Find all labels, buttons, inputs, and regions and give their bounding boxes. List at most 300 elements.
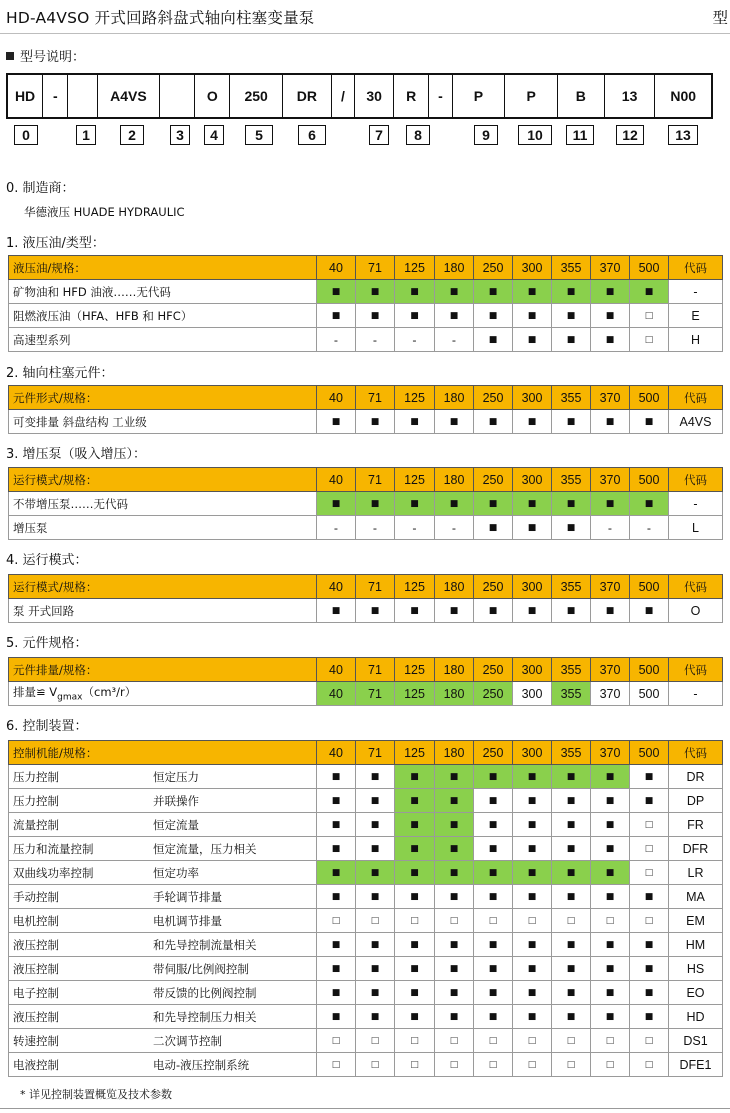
- row-label: 排量≌ $V_{gmax}(cm^3/r)$: [9, 682, 317, 706]
- availability-cell: ■: [552, 933, 591, 957]
- position-number-box: 5: [245, 125, 273, 145]
- model-code-cell: 13: [605, 75, 656, 117]
- availability-cell: □: [474, 1029, 513, 1053]
- code-cell: DFR: [669, 837, 723, 861]
- availability-cell: ■: [552, 410, 591, 434]
- availability-cell: □: [630, 837, 669, 861]
- size-header: 180: [435, 256, 474, 280]
- header-label: 运行模式/规格：: [9, 575, 317, 599]
- table-row: [9, 280, 723, 304]
- size-header: 355: [552, 386, 591, 410]
- code-cell: MA: [669, 885, 723, 909]
- availability-cell: □: [630, 813, 669, 837]
- availability-cell: ■: [356, 981, 395, 1005]
- table-row: [9, 304, 723, 328]
- availability-cell: ■: [395, 957, 435, 981]
- availability-cell: ■: [356, 410, 395, 434]
- availability-cell: ■: [591, 599, 630, 623]
- position-number-box: 3: [170, 125, 190, 145]
- availability-cell: 40: [317, 682, 356, 706]
- size-header: 250: [474, 468, 513, 492]
- code-header: 代码: [669, 256, 723, 280]
- availability-cell: ■: [552, 328, 591, 352]
- availability-cell: ■: [435, 957, 474, 981]
- availability-cell: ■: [317, 765, 356, 789]
- availability-cell: ■: [630, 933, 669, 957]
- availability-cell: ■: [474, 933, 513, 957]
- availability-cell: ■: [552, 885, 591, 909]
- availability-cell: ■: [395, 1005, 435, 1029]
- code-cell: A4VS: [669, 410, 723, 434]
- availability-cell: ■: [552, 861, 591, 885]
- availability-cell: □: [513, 909, 552, 933]
- availability-cell: ■: [513, 280, 552, 304]
- footnote: * 详见控制装置概览及技术参数: [20, 1088, 172, 1101]
- size-header: 40: [317, 256, 356, 280]
- availability-cell: ■: [435, 492, 474, 516]
- row-label: 液压控制 和先导控制流量相关: [9, 933, 317, 957]
- table-row: [9, 599, 723, 623]
- availability-cell: □: [317, 1053, 356, 1077]
- position-number-box: 2: [120, 125, 144, 145]
- size-header: 250: [474, 386, 513, 410]
- availability-cell: □: [552, 909, 591, 933]
- availability-cell: ■: [395, 837, 435, 861]
- availability-cell: 71: [356, 682, 395, 706]
- table-row: [9, 1029, 723, 1053]
- position-number-box: 12: [616, 125, 644, 145]
- availability-cell: ■: [513, 1005, 552, 1029]
- row-label: 电机控制 电机调节排量: [9, 909, 317, 933]
- availability-cell: □: [630, 328, 669, 352]
- availability-cell: ■: [356, 837, 395, 861]
- code-cell: EM: [669, 909, 723, 933]
- availability-cell: ■: [317, 861, 356, 885]
- section-title: 5. 元件规格：: [6, 636, 88, 651]
- table-row: [9, 328, 723, 352]
- section-title: 6. 控制装置：: [6, 719, 88, 734]
- code-cell: HM: [669, 933, 723, 957]
- size-header: 40: [317, 575, 356, 599]
- availability-cell: ■: [474, 861, 513, 885]
- availability-cell: 250: [474, 682, 513, 706]
- availability-cell: □: [474, 1053, 513, 1077]
- availability-cell: □: [591, 909, 630, 933]
- row-label: 压力控制 并联操作: [9, 789, 317, 813]
- availability-cell: -: [356, 328, 395, 352]
- availability-cell: ■: [591, 837, 630, 861]
- availability-cell: ■: [630, 410, 669, 434]
- availability-cell: ■: [552, 837, 591, 861]
- availability-cell: ■: [395, 813, 435, 837]
- availability-cell: -: [395, 328, 435, 352]
- section-title: 3. 增压泵（吸入增压）：: [6, 447, 147, 462]
- availability-cell: ■: [630, 1005, 669, 1029]
- availability-cell: □: [630, 861, 669, 885]
- availability-cell: ■: [356, 1005, 395, 1029]
- availability-cell: ■: [513, 599, 552, 623]
- availability-cell: ■: [317, 492, 356, 516]
- availability-cell: ■: [513, 837, 552, 861]
- availability-cell: ■: [317, 789, 356, 813]
- availability-cell: ■: [435, 765, 474, 789]
- size-header: 125: [395, 575, 435, 599]
- availability-cell: ■: [591, 957, 630, 981]
- code-cell: DR: [669, 765, 723, 789]
- size-header: 355: [552, 575, 591, 599]
- availability-cell: ■: [552, 765, 591, 789]
- availability-cell: ■: [356, 861, 395, 885]
- model-code-cell: O: [195, 75, 230, 117]
- code-header: 代码: [669, 741, 723, 765]
- size-header: 500: [630, 468, 669, 492]
- availability-cell: ■: [395, 492, 435, 516]
- size-header: 180: [435, 468, 474, 492]
- size-header: 180: [435, 575, 474, 599]
- position-number-box: 8: [406, 125, 430, 145]
- availability-cell: -: [395, 516, 435, 540]
- availability-cell: ■: [356, 304, 395, 328]
- title-divider: [0, 33, 730, 34]
- section-title: 2. 轴向柱塞元件：: [6, 366, 114, 381]
- availability-cell: ■: [395, 410, 435, 434]
- code-cell: E: [669, 304, 723, 328]
- size-header: 300: [513, 256, 552, 280]
- availability-cell: 500: [630, 682, 669, 706]
- availability-cell: -: [317, 516, 356, 540]
- row-label: 压力和流量控制 恒定流量，压力相关: [9, 837, 317, 861]
- code-cell: L: [669, 516, 723, 540]
- manufacturer-name: 华德液压 HUADE HYDRAULIC: [24, 205, 185, 219]
- availability-cell: ■: [552, 516, 591, 540]
- code-header: 代码: [669, 575, 723, 599]
- availability-cell: ■: [513, 861, 552, 885]
- spec-table: [8, 657, 723, 706]
- availability-cell: ■: [356, 599, 395, 623]
- size-header: 180: [435, 741, 474, 765]
- model-code-cell: 250: [230, 75, 283, 117]
- availability-cell: ■: [395, 789, 435, 813]
- row-label: 矿物油和 HFD 油液……无代码: [9, 280, 317, 304]
- header-label: 元件形式/规格：: [9, 386, 317, 410]
- availability-cell: ■: [552, 1005, 591, 1029]
- table-header-row: [9, 468, 723, 492]
- bottom-divider: [0, 1108, 730, 1109]
- availability-cell: ■: [317, 599, 356, 623]
- position-number-box: 13: [668, 125, 698, 145]
- availability-cell: ■: [552, 599, 591, 623]
- availability-cell: □: [630, 304, 669, 328]
- availability-cell: ■: [474, 280, 513, 304]
- table-row: [9, 789, 723, 813]
- size-header: 180: [435, 386, 474, 410]
- availability-cell: ■: [474, 1005, 513, 1029]
- table-row: [9, 516, 723, 540]
- table-header-row: [9, 575, 723, 599]
- row-label: 高速型系列: [9, 328, 317, 352]
- table-row: [9, 765, 723, 789]
- availability-cell: ■: [474, 957, 513, 981]
- size-header: 250: [474, 741, 513, 765]
- model-code-cell: /: [332, 75, 355, 117]
- availability-cell: ■: [591, 861, 630, 885]
- table-row: [9, 957, 723, 981]
- availability-cell: ■: [317, 1005, 356, 1029]
- model-code-cell: P: [453, 75, 506, 117]
- availability-cell: □: [356, 1029, 395, 1053]
- size-header: 500: [630, 658, 669, 682]
- availability-cell: ■: [513, 789, 552, 813]
- row-label: 液压控制 和先导控制压力相关: [9, 1005, 317, 1029]
- availability-cell: □: [435, 909, 474, 933]
- size-header: 300: [513, 575, 552, 599]
- position-number-box: 9: [474, 125, 498, 145]
- availability-cell: ■: [591, 410, 630, 434]
- availability-cell: ■: [591, 885, 630, 909]
- row-label: 增压泵: [9, 516, 317, 540]
- model-code-cell: DR: [283, 75, 332, 117]
- availability-cell: ■: [395, 861, 435, 885]
- table-row: [9, 492, 723, 516]
- position-number-box: 4: [204, 125, 224, 145]
- table-header-row: [9, 256, 723, 280]
- availability-cell: ■: [435, 861, 474, 885]
- header-label: 元件排量/规格：: [9, 658, 317, 682]
- size-header: 300: [513, 741, 552, 765]
- table-row: [9, 410, 723, 434]
- availability-cell: ■: [317, 981, 356, 1005]
- availability-cell: ■: [395, 280, 435, 304]
- availability-cell: ■: [591, 789, 630, 813]
- availability-cell: □: [395, 1029, 435, 1053]
- size-header: 40: [317, 741, 356, 765]
- code-header: 代码: [669, 658, 723, 682]
- availability-cell: -: [435, 516, 474, 540]
- size-header: 250: [474, 658, 513, 682]
- size-header: 370: [591, 741, 630, 765]
- position-number-box: 7: [369, 125, 389, 145]
- row-label: 电子控制 带反馈的比例阀控制: [9, 981, 317, 1005]
- availability-cell: ■: [317, 885, 356, 909]
- availability-cell: ■: [474, 304, 513, 328]
- availability-cell: ■: [513, 933, 552, 957]
- position-number-box: 10: [518, 125, 552, 145]
- model-code-cell: -: [429, 75, 452, 117]
- size-header: 125: [395, 386, 435, 410]
- size-header: 71: [356, 386, 395, 410]
- size-header: 355: [552, 468, 591, 492]
- size-header: 40: [317, 658, 356, 682]
- availability-cell: ■: [513, 981, 552, 1005]
- availability-cell: ■: [552, 280, 591, 304]
- availability-cell: ■: [317, 280, 356, 304]
- size-header: 500: [630, 256, 669, 280]
- availability-cell: □: [552, 1029, 591, 1053]
- availability-cell: ■: [474, 492, 513, 516]
- availability-cell: 125: [395, 682, 435, 706]
- position-number-box: 6: [298, 125, 326, 145]
- position-number-box: 11: [566, 125, 594, 145]
- availability-cell: ■: [317, 837, 356, 861]
- row-label: 阻燃液压油（HFA、HFB 和 HFC）: [9, 304, 317, 328]
- size-header: 300: [513, 658, 552, 682]
- availability-cell: ■: [630, 492, 669, 516]
- availability-cell: -: [317, 328, 356, 352]
- availability-cell: ■: [474, 765, 513, 789]
- model-code-cell: -: [43, 75, 68, 117]
- code-cell: HS: [669, 957, 723, 981]
- availability-cell: ■: [513, 885, 552, 909]
- availability-cell: ■: [435, 813, 474, 837]
- availability-cell: -: [630, 516, 669, 540]
- availability-cell: -: [591, 516, 630, 540]
- table-row: [9, 682, 723, 706]
- availability-cell: ■: [513, 516, 552, 540]
- availability-cell: ■: [395, 765, 435, 789]
- availability-cell: ■: [356, 957, 395, 981]
- table-row: [9, 933, 723, 957]
- section-title: 1. 液压油/类型：: [6, 236, 105, 251]
- code-cell: HD: [669, 1005, 723, 1029]
- availability-cell: ■: [630, 280, 669, 304]
- size-header: 180: [435, 658, 474, 682]
- table-header-row: [9, 741, 723, 765]
- code-cell: -: [669, 492, 723, 516]
- availability-cell: ■: [474, 328, 513, 352]
- availability-cell: ■: [395, 933, 435, 957]
- availability-cell: □: [513, 1029, 552, 1053]
- code-cell: DS1: [669, 1029, 723, 1053]
- availability-cell: □: [552, 1053, 591, 1077]
- availability-cell: ■: [356, 765, 395, 789]
- row-label: 电液控制 电动-液压控制系统: [9, 1053, 317, 1077]
- availability-cell: ■: [474, 981, 513, 1005]
- availability-cell: ■: [513, 304, 552, 328]
- code-cell: DP: [669, 789, 723, 813]
- availability-cell: ■: [591, 933, 630, 957]
- code-cell: DFE1: [669, 1053, 723, 1077]
- availability-cell: ■: [435, 933, 474, 957]
- availability-cell: ■: [591, 765, 630, 789]
- availability-cell: ■: [630, 981, 669, 1005]
- header-label: 液压油/规格：: [9, 256, 317, 280]
- size-header: 71: [356, 468, 395, 492]
- table-header-row: [9, 658, 723, 682]
- spec-table: [8, 385, 723, 434]
- availability-cell: ■: [591, 492, 630, 516]
- size-header: 370: [591, 658, 630, 682]
- row-label: 手动控制 手轮调节排量: [9, 885, 317, 909]
- availability-cell: ■: [591, 304, 630, 328]
- corner-text: 型: [712, 9, 728, 27]
- availability-cell: ■: [435, 280, 474, 304]
- availability-cell: □: [630, 1029, 669, 1053]
- availability-cell: ■: [356, 813, 395, 837]
- availability-cell: ■: [552, 789, 591, 813]
- section-title: 4. 运行模式：: [6, 553, 88, 568]
- availability-cell: ■: [474, 789, 513, 813]
- availability-cell: ■: [474, 837, 513, 861]
- size-header: 500: [630, 386, 669, 410]
- availability-cell: ■: [591, 1005, 630, 1029]
- availability-cell: □: [630, 1053, 669, 1077]
- size-header: 370: [591, 468, 630, 492]
- code-cell: O: [669, 599, 723, 623]
- size-header: 71: [356, 256, 395, 280]
- availability-cell: ■: [356, 885, 395, 909]
- availability-cell: ■: [356, 492, 395, 516]
- section-0-title: 0. 制造商：: [6, 181, 75, 196]
- row-label: 双曲线功率控制 恒定功率: [9, 861, 317, 885]
- size-header: 125: [395, 741, 435, 765]
- table-row: [9, 1053, 723, 1077]
- model-code-cell: HD: [8, 75, 43, 117]
- availability-cell: ■: [317, 304, 356, 328]
- code-header: 代码: [669, 468, 723, 492]
- availability-cell: ■: [474, 516, 513, 540]
- availability-cell: ■: [513, 957, 552, 981]
- availability-cell: ■: [474, 410, 513, 434]
- row-label: 压力控制 恒定压力: [9, 765, 317, 789]
- availability-cell: ■: [591, 328, 630, 352]
- availability-cell: □: [356, 1053, 395, 1077]
- availability-cell: 300: [513, 682, 552, 706]
- availability-cell: ■: [552, 981, 591, 1005]
- model-code-cell: [68, 75, 97, 117]
- size-header: 71: [356, 575, 395, 599]
- availability-cell: ■: [474, 599, 513, 623]
- availability-cell: □: [435, 1029, 474, 1053]
- spec-table: [8, 740, 723, 1077]
- size-header: 300: [513, 386, 552, 410]
- model-code-cell: A4VS: [98, 75, 160, 117]
- availability-cell: ■: [630, 885, 669, 909]
- availability-cell: ■: [356, 933, 395, 957]
- availability-cell: ■: [435, 789, 474, 813]
- size-header: 250: [474, 256, 513, 280]
- availability-cell: ■: [317, 933, 356, 957]
- model-code-cell: B: [558, 75, 605, 117]
- availability-cell: ■: [591, 280, 630, 304]
- availability-cell: ■: [513, 813, 552, 837]
- availability-cell: -: [356, 516, 395, 540]
- square-bullet-icon: [6, 52, 14, 60]
- size-header: 40: [317, 468, 356, 492]
- code-cell: -: [669, 280, 723, 304]
- availability-cell: 370: [591, 682, 630, 706]
- size-header: 40: [317, 386, 356, 410]
- model-code-strip: [6, 73, 713, 119]
- spec-table: [8, 255, 723, 352]
- availability-cell: ■: [395, 981, 435, 1005]
- model-code-cell: 30: [355, 75, 394, 117]
- availability-cell: ■: [474, 813, 513, 837]
- availability-cell: ■: [395, 304, 435, 328]
- availability-cell: □: [317, 1029, 356, 1053]
- availability-cell: ■: [435, 837, 474, 861]
- availability-cell: □: [474, 909, 513, 933]
- availability-cell: 355: [552, 682, 591, 706]
- availability-cell: □: [395, 909, 435, 933]
- position-number-box: 1: [76, 125, 96, 145]
- availability-cell: ■: [591, 813, 630, 837]
- size-header: 500: [630, 741, 669, 765]
- page-title: HD-A4VSO 开式回路斜盘式轴向柱塞变量泵: [6, 9, 315, 27]
- row-label: 流量控制 恒定流量: [9, 813, 317, 837]
- model-code-cell: R: [394, 75, 429, 117]
- availability-cell: ■: [552, 492, 591, 516]
- row-label: 不带增压泵……无代码: [9, 492, 317, 516]
